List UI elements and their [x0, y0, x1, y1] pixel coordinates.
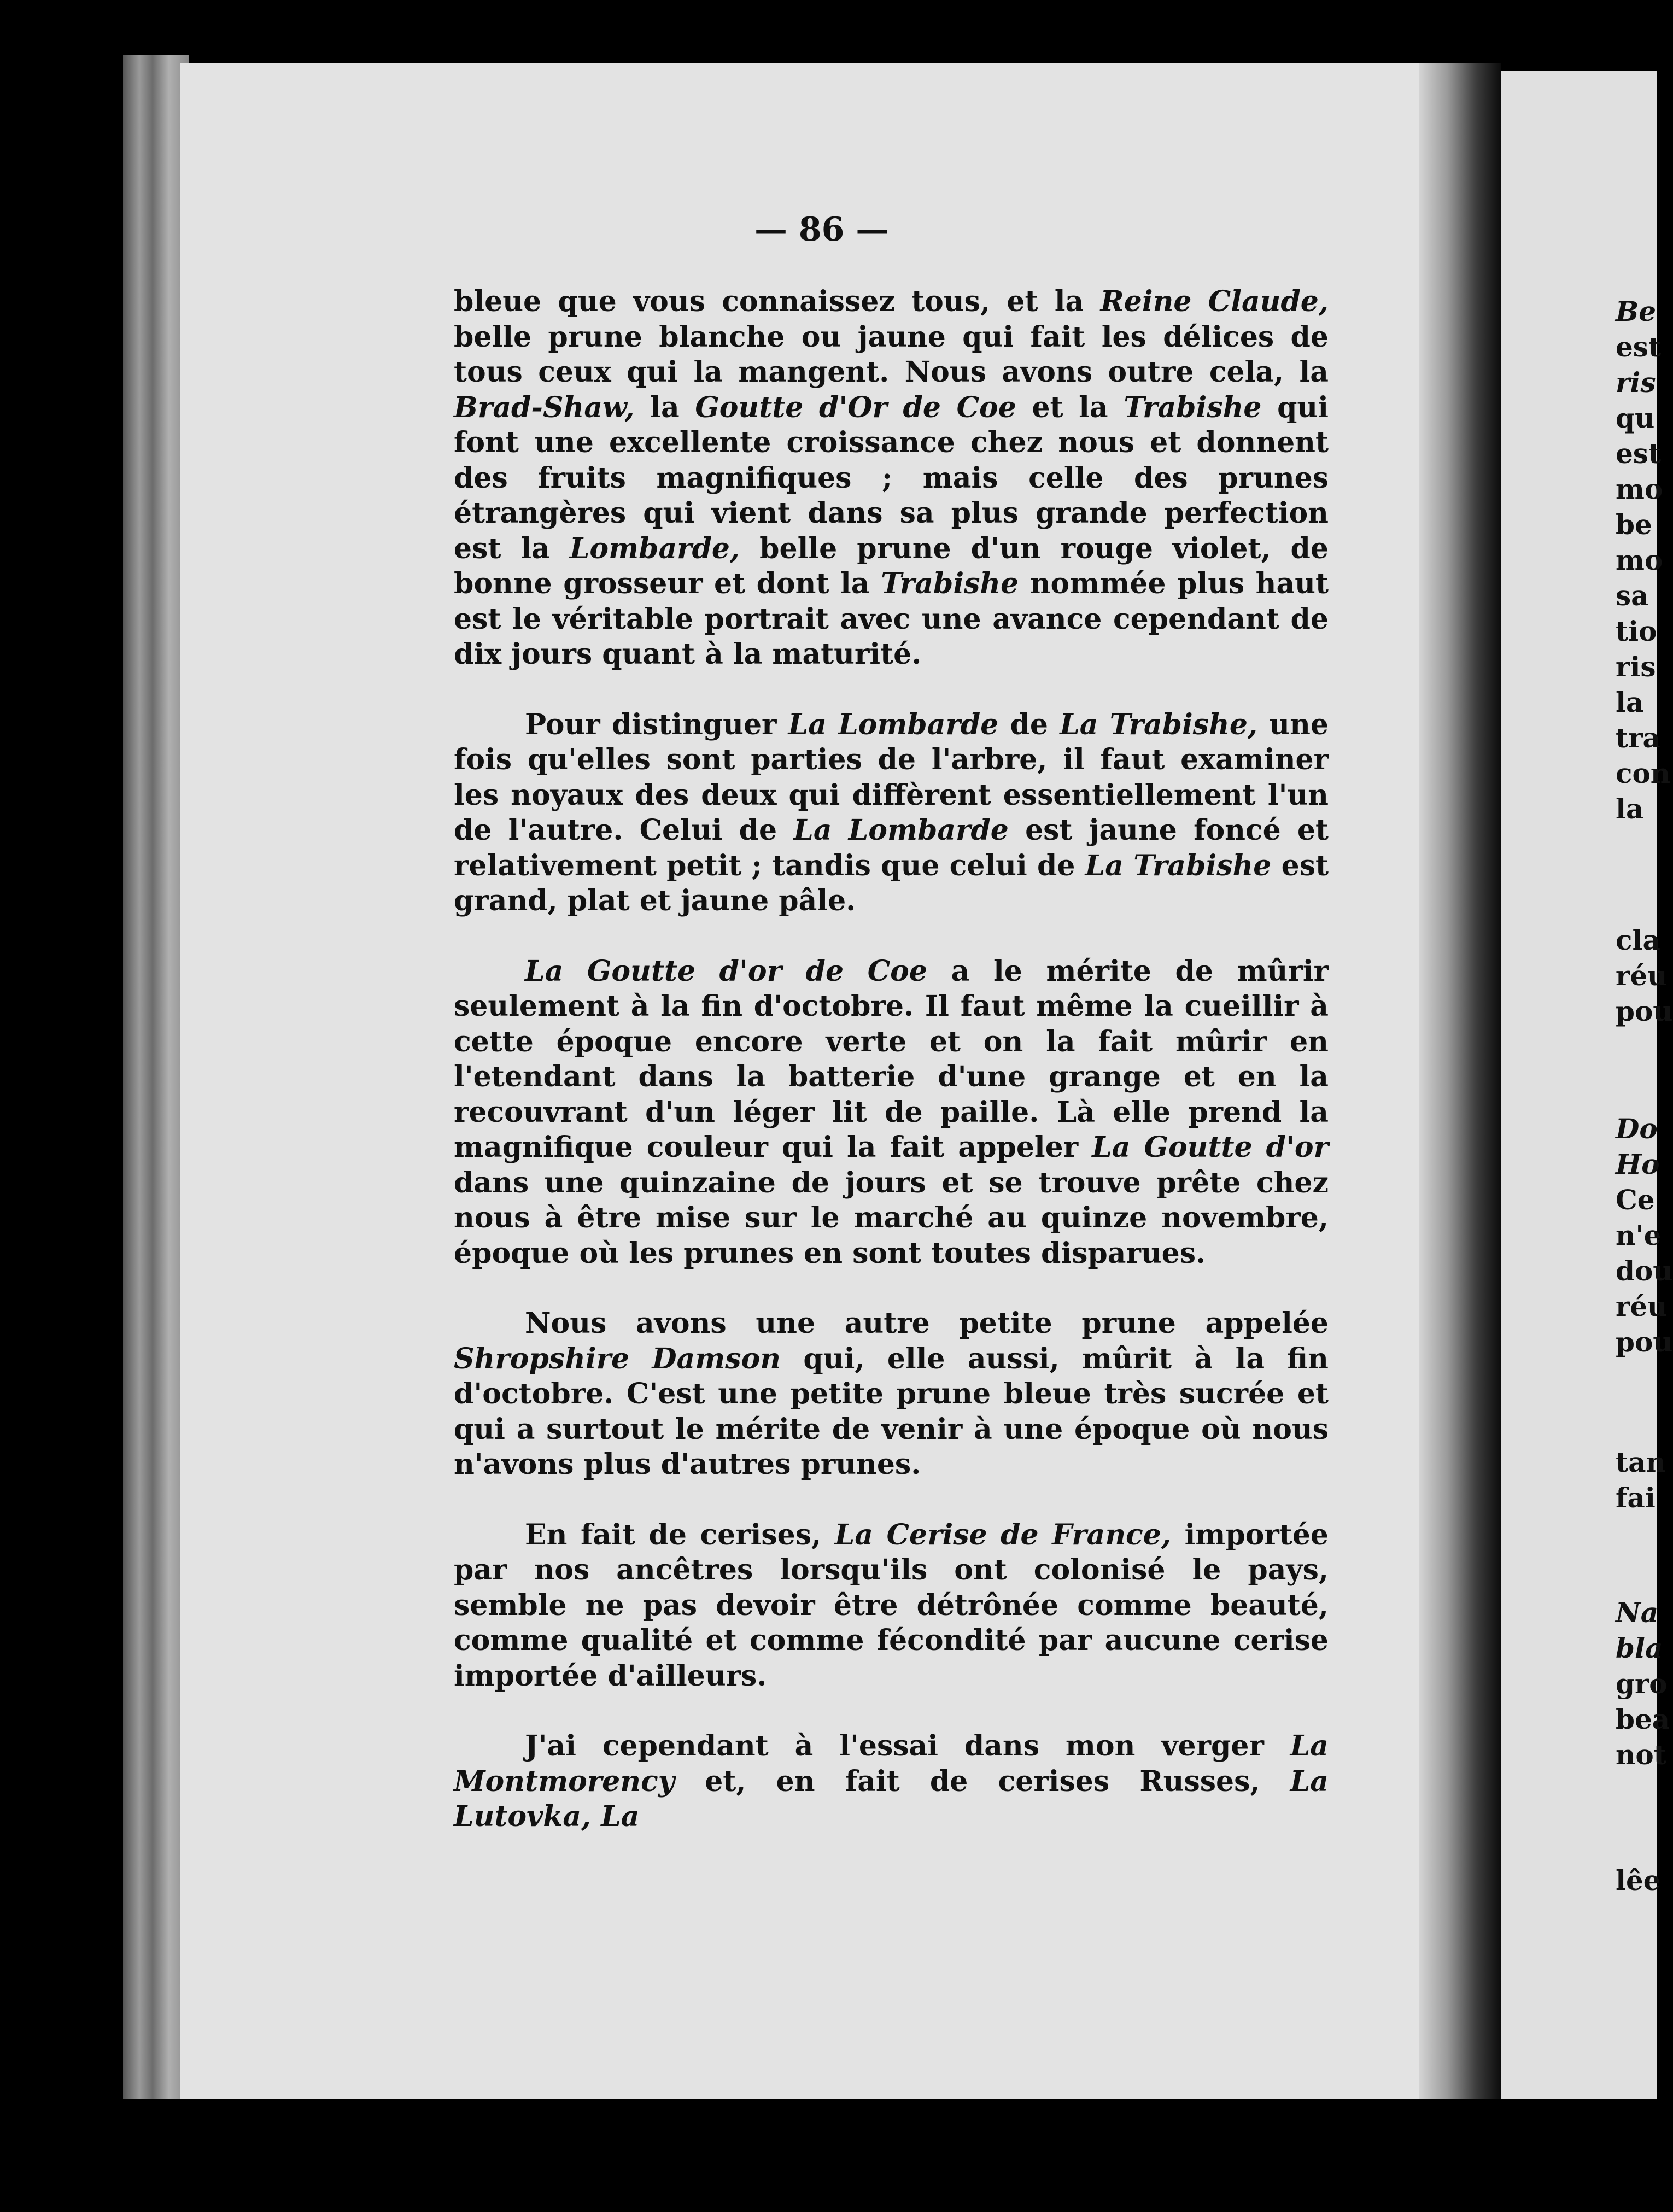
facing-page-line-fragment: Do: [1616, 1113, 1658, 1145]
paragraph: [454, 284, 1329, 672]
facing-page-line-fragment: réu: [1616, 1290, 1668, 1322]
italic-text-run: La Lutovka, La: [454, 1764, 1329, 1833]
facing-page-line-fragment: réu: [1616, 959, 1668, 992]
page-number: — 86 —: [754, 210, 889, 249]
italic-text-run: La Goutte d'or: [1092, 1131, 1329, 1164]
text-run: a le mérite de mûrir seulement à la fin d'octobre. Il faut même la cueillir à cette époque encore verte et on la fait mûrir en l'etendant dans la batterie d'une grange et en la recouvrant d'un léger lit de paille. Là elle prend la magnifique couleur qui la fait appeler: [454, 954, 1329, 1164]
italic-text-run: La Trabishe: [1085, 848, 1272, 882]
facing-page-line-fragment: ris: [1616, 651, 1656, 683]
facing-page-line-fragment: not: [1616, 1739, 1666, 1771]
text-run: belle prune d'un rouge violet, de bonne grosseur et dont la: [454, 531, 1329, 600]
text-run: et, en fait de cerises Russes,: [674, 1764, 1290, 1798]
facing-page-line-fragment: fai: [1616, 1482, 1656, 1514]
text-run: En fait de cerises,: [525, 1518, 835, 1552]
text-run: de: [998, 707, 1060, 741]
facing-page-line-fragment: dou: [1616, 1255, 1673, 1287]
book-gutter-shadow: [1419, 63, 1501, 2099]
facing-page-line-fragment: con: [1616, 757, 1671, 789]
italic-text-run: Lombarde,: [569, 531, 740, 565]
facing-page-line-fragment: Ho: [1616, 1148, 1660, 1180]
text-run: nommée plus haut est le véritable portrait avec une avance cependant de dix jours quant à la maturité.: [454, 567, 1329, 671]
text-run: importée par nos ancêtres lorsqu'ils ont colonisé le pays, semble ne pas devoir être détrônée comme beauté, comme qualité et comme fécondité par aucune cerise importée d'ailleurs.: [454, 1518, 1329, 1693]
text-run: Pour distinguer: [525, 707, 788, 741]
paragraph: [454, 707, 1329, 919]
facing-page-line-fragment: be: [1616, 508, 1652, 541]
facing-page-line-fragment: ris: [1616, 366, 1656, 399]
facing-page-line-fragment: mo: [1616, 544, 1663, 576]
text-run: et la: [1016, 390, 1124, 424]
paragraph: [454, 1518, 1329, 1694]
text-run: est jaune foncé et relativement petit ; tandis que celui de: [454, 814, 1329, 882]
italic-text-run: Shropshire Damson: [454, 1342, 781, 1376]
text-run: une fois qu'elles sont parties de l'arbre, il faut examiner les noyaux des deux qui diffèrent essentiellement l'un de l'autre. Celui de: [454, 707, 1329, 847]
italic-text-run: La Cerise de France,: [834, 1518, 1171, 1552]
italic-text-run: La Montmorency: [454, 1729, 1329, 1798]
facing-page-line-fragment: pou: [1616, 1326, 1673, 1358]
text-run: bleue que vous connaissez tous, et la: [454, 285, 1101, 318]
facing-page-line-fragment: tio: [1616, 615, 1657, 647]
text-run: est grand, plat et jaune pâle.: [454, 848, 1329, 917]
facing-page-line-fragment: tan: [1616, 1446, 1666, 1478]
facing-page-line-fragment: la: [1616, 793, 1644, 825]
facing-page-line-fragment: bea: [1616, 1703, 1670, 1735]
text-run: J'ai cependant à l'essai dans mon verger: [525, 1729, 1290, 1763]
facing-page-line-fragment: sa: [1616, 580, 1649, 612]
italic-text-run: La Trabishe,: [1060, 707, 1258, 741]
italic-text-run: La Lombarde: [788, 707, 999, 741]
facing-page-line-fragment: Ce: [1616, 1184, 1655, 1216]
italic-text-run: Goutte d'Or de Coe: [695, 390, 1016, 424]
facing-page-line-fragment: mo: [1616, 473, 1663, 505]
text-run: dans une quinzaine de jours et se trouve prête chez nous à être mise sur le marché au quinze novembre, époque où les prunes en sont toutes disparues.: [454, 1166, 1329, 1270]
facing-page-line-fragment: est: [1616, 437, 1662, 470]
paragraph: [454, 954, 1329, 1272]
facing-page-line-fragment: cla: [1616, 924, 1660, 956]
italic-text-run: Brad-Shaw,: [454, 390, 635, 424]
italic-text-run: Reine Claude,: [1100, 285, 1329, 318]
italic-text-run: Trabishe: [1124, 390, 1262, 424]
paragraph: [454, 1729, 1329, 1835]
facing-page-line-fragment: Na: [1616, 1596, 1659, 1629]
facing-page-line-fragment: qu: [1616, 402, 1655, 434]
facing-page-line-fragment: la: [1616, 686, 1644, 718]
text-run: belle prune blanche ou jaune qui fait les délices de tous ceux qui la mangent. Nous avons outre cela, la: [454, 320, 1329, 389]
italic-text-run: La Goutte d'or de Coe: [525, 954, 927, 988]
paragraph: [454, 1306, 1329, 1483]
italic-text-run: Trabishe: [880, 567, 1019, 600]
facing-page-line-fragment: est: [1616, 331, 1662, 363]
facing-page-line-fragment: n'e: [1616, 1219, 1662, 1251]
text-run: qui, elle aussi, mûrit à la fin d'octobre. C'est une petite prune bleue très sucrée et qui a surtout le mérite de venir à une époque où nous n'avons plus d'autres prunes.: [454, 1342, 1329, 1481]
text-run: la: [634, 390, 695, 424]
italic-text-run: La Lombarde: [793, 814, 1009, 847]
facing-page-line-fragment: bla: [1616, 1632, 1663, 1664]
text-run: Nous avons une autre petite prune appelée: [525, 1307, 1329, 1340]
facing-page-line-fragment: Be: [1616, 295, 1657, 327]
book-page-edges: [123, 55, 189, 2099]
facing-page-line-fragment: pou: [1616, 995, 1673, 1027]
text-run: qui font une excellente croissance chez nous et donnent des fruits magnifiques ; mais celle des prunes étrangères qui vient dans sa plus grande perfection est la: [454, 390, 1329, 565]
body-text: [454, 284, 1329, 1870]
facing-page-line-fragment: tra: [1616, 722, 1660, 754]
facing-page-line-fragment: lêe: [1616, 1864, 1661, 1897]
facing-page-line-fragment: gro: [1616, 1667, 1668, 1700]
